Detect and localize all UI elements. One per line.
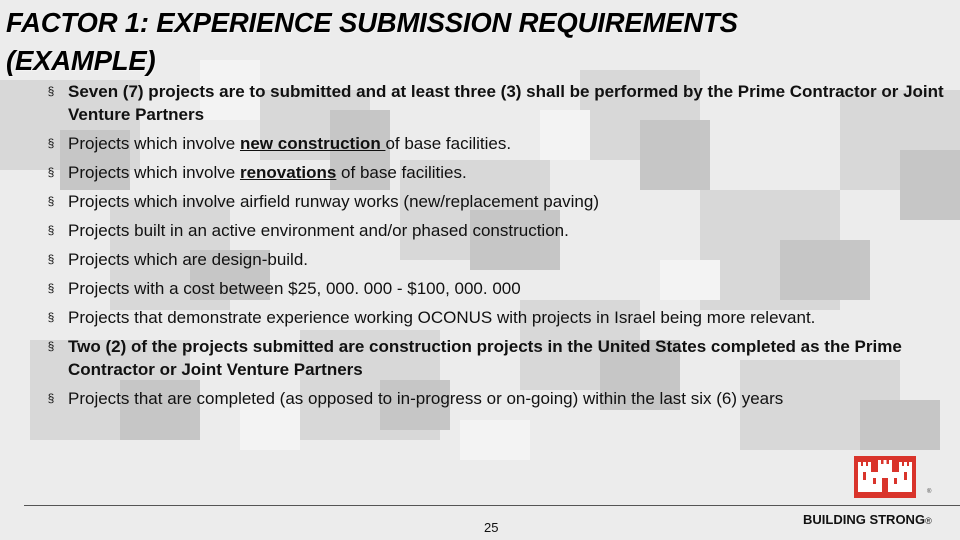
requirement-text: Projects which are design-build. [68, 250, 309, 269]
slide-title [6, 4, 738, 80]
bullet-marker: § [47, 391, 55, 405]
tagline-registered-mark: ® [925, 516, 932, 526]
requirement-text-before: Projects which involve [68, 134, 240, 153]
requirement-emphasis: renovations [239, 163, 337, 182]
requirement-text: Projects that demonstrate experience working OCONUS with projects in Israel being more relevant. [68, 308, 816, 327]
bullet-marker: § [47, 223, 55, 237]
requirement-item [44, 161, 944, 184]
slide-title-line-1: FACTOR 1: EXPERIENCE SUBMISSION REQUIREMENTS [6, 7, 738, 38]
requirement-item [44, 335, 944, 381]
requirement-item [44, 306, 944, 329]
requirement-item [44, 387, 944, 410]
slide-title-line-2: (EXAMPLE) [6, 45, 156, 76]
footer-divider [24, 505, 960, 506]
requirement-text: Projects built in an active environment and/or phased construction. [68, 221, 569, 240]
requirement-text-after: of base facilities. [385, 134, 512, 153]
requirement-item [44, 190, 944, 213]
tagline-text: BUILDING STRONG [803, 512, 926, 527]
requirement-text: Seven (7) projects are to submitted and at least three (3) shall be performed by the Prime Contractor or Joint Venture Partners [68, 82, 944, 124]
page-number: 25 [484, 520, 499, 535]
logo-registered-mark: ® [927, 489, 932, 495]
bullet-marker: § [47, 310, 55, 324]
requirement-item [44, 277, 944, 300]
requirement-text: Projects which involve airfield runway works (new/replacement paving) [68, 192, 600, 211]
bullet-marker: § [47, 339, 55, 353]
requirement-text-before: Projects which involve [68, 163, 240, 182]
requirement-text: Projects that are completed (as opposed to in-progress or on-going) within the last six (6) years [68, 389, 784, 408]
tagline [803, 512, 932, 527]
requirement-text-after: of base facilities. [336, 163, 467, 182]
requirement-text: Two (2) of the projects submitted are construction projects in the United States completed as the Prime Contractor or Joint Venture Partners [68, 337, 902, 379]
requirements-list [44, 80, 944, 416]
castle-logo [854, 456, 916, 498]
bullet-marker: § [47, 136, 55, 150]
requirement-item [44, 132, 944, 155]
requirement-item [44, 219, 944, 242]
requirement-text: Projects with a cost between $25, 000. 000 - $100, 000. 000 [68, 279, 521, 298]
bullet-marker: § [47, 194, 55, 208]
bullet-marker: § [47, 252, 55, 266]
bullet-marker: § [47, 165, 55, 179]
requirement-item [44, 248, 944, 271]
bullet-marker: § [47, 281, 55, 295]
requirement-item [44, 80, 944, 126]
requirement-emphasis: new construction [239, 134, 386, 153]
bullet-marker: § [47, 84, 55, 98]
